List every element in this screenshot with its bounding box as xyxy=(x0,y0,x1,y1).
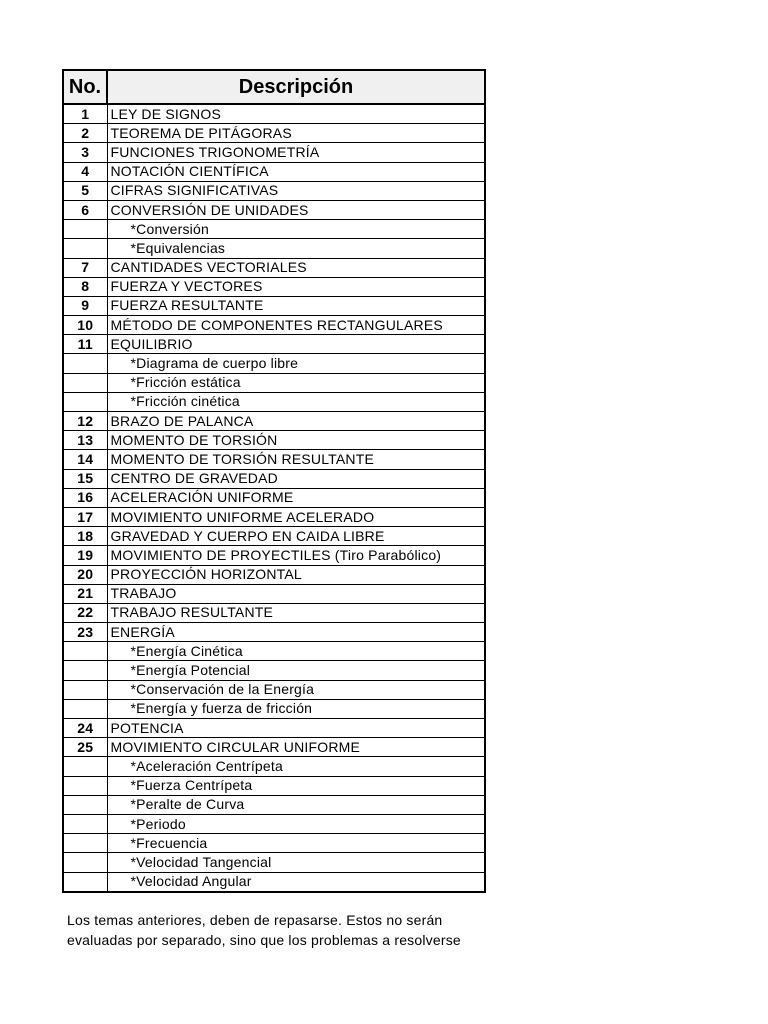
row-topic: MÉTODO DE COMPONENTES RECTANGULARES xyxy=(107,316,485,335)
row-number: 15 xyxy=(63,469,107,488)
table-row xyxy=(63,776,485,795)
row-number: 24 xyxy=(63,719,107,738)
row-number xyxy=(63,680,107,699)
table-row xyxy=(63,757,485,776)
row-number xyxy=(63,814,107,833)
row-number: 4 xyxy=(63,162,107,181)
row-subtopic: *Peralte de Curva xyxy=(107,795,485,814)
row-topic: CENTRO DE GRAVEDAD xyxy=(107,469,485,488)
table-row xyxy=(63,412,485,431)
table-row xyxy=(63,699,485,718)
header-no: No. xyxy=(63,70,107,104)
row-topic: EQUILIBRIO xyxy=(107,335,485,354)
table-row xyxy=(63,680,485,699)
table-row xyxy=(63,546,485,565)
row-topic: ACELERACIÓN UNIFORME xyxy=(107,488,485,507)
row-number: 5 xyxy=(63,181,107,200)
table-row xyxy=(63,661,485,680)
row-number: 23 xyxy=(63,623,107,642)
table-row xyxy=(63,373,485,392)
row-topic: TRABAJO xyxy=(107,584,485,603)
row-subtopic: *Equivalencias xyxy=(107,239,485,258)
row-topic: GRAVEDAD Y CUERPO EN CAIDA LIBRE xyxy=(107,527,485,546)
note-line-1: Los temas anteriores, deben de repasarse. Estos no serán xyxy=(67,912,443,928)
row-subtopic: *Conservación de la Energía xyxy=(107,680,485,699)
row-topic: MOVIMIENTO UNIFORME ACELERADO xyxy=(107,507,485,526)
row-number: 1 xyxy=(63,104,107,124)
row-number: 8 xyxy=(63,277,107,296)
table-row xyxy=(63,296,485,315)
row-topic: MOVIMIENTO CIRCULAR UNIFORME xyxy=(107,738,485,757)
row-number: 22 xyxy=(63,603,107,622)
table-row xyxy=(63,104,485,124)
row-subtopic: *Conversión xyxy=(107,220,485,239)
table-row xyxy=(63,162,485,181)
table-row xyxy=(63,872,485,892)
row-topic: TEOREMA DE PITÁGORAS xyxy=(107,124,485,143)
table-body xyxy=(63,104,485,892)
row-number xyxy=(63,872,107,892)
row-number xyxy=(63,392,107,411)
row-number: 17 xyxy=(63,507,107,526)
table-row xyxy=(63,239,485,258)
row-topic: ENERGÍA xyxy=(107,623,485,642)
row-number: 12 xyxy=(63,412,107,431)
row-number xyxy=(63,757,107,776)
table-row xyxy=(63,354,485,373)
table-row xyxy=(63,450,485,469)
row-topic: PROYECCIÓN HORIZONTAL xyxy=(107,565,485,584)
row-number: 25 xyxy=(63,738,107,757)
row-subtopic: *Velocidad Angular xyxy=(107,872,485,892)
row-number xyxy=(63,699,107,718)
row-number xyxy=(63,373,107,392)
row-subtopic: *Periodo xyxy=(107,814,485,833)
row-topic: CONVERSIÓN DE UNIDADES xyxy=(107,200,485,219)
row-number: 11 xyxy=(63,335,107,354)
row-topic: MOMENTO DE TORSIÓN xyxy=(107,431,485,450)
table-row xyxy=(63,277,485,296)
row-subtopic: *Frecuencia xyxy=(107,834,485,853)
row-topic: MOVIMIENTO DE PROYECTILES (Tiro Parabólico) xyxy=(107,546,485,565)
table-row xyxy=(63,392,485,411)
header-description: Descripción xyxy=(107,70,485,104)
row-subtopic: *Energía Cinética xyxy=(107,642,485,661)
table-row xyxy=(63,795,485,814)
table-row xyxy=(63,200,485,219)
table-row xyxy=(63,335,485,354)
row-number: 19 xyxy=(63,546,107,565)
table-row xyxy=(63,124,485,143)
row-number xyxy=(63,795,107,814)
row-topic: LEY DE SIGNOS xyxy=(107,104,485,124)
row-number: 7 xyxy=(63,258,107,277)
table-row xyxy=(63,488,485,507)
row-subtopic: *Energía Potencial xyxy=(107,661,485,680)
row-subtopic: *Energía y fuerza de fricción xyxy=(107,699,485,718)
topics-table-container xyxy=(62,69,484,893)
row-topic: POTENCIA xyxy=(107,719,485,738)
row-subtopic: *Fricción estática xyxy=(107,373,485,392)
table-row xyxy=(63,469,485,488)
row-number: 18 xyxy=(63,527,107,546)
row-number: 16 xyxy=(63,488,107,507)
table-header-row xyxy=(63,70,485,104)
row-topic: MOMENTO DE TORSIÓN RESULTANTE xyxy=(107,450,485,469)
row-number: 14 xyxy=(63,450,107,469)
table-row xyxy=(63,853,485,872)
row-topic: FUNCIONES TRIGONOMETRÍA xyxy=(107,143,485,162)
row-number: 9 xyxy=(63,296,107,315)
row-topic: NOTACIÓN CIENTÍFICA xyxy=(107,162,485,181)
row-topic: BRAZO DE PALANCA xyxy=(107,412,485,431)
row-topic: CIFRAS SIGNIFICATIVAS xyxy=(107,181,485,200)
row-number xyxy=(63,834,107,853)
table-row xyxy=(63,181,485,200)
row-topic: TRABAJO RESULTANTE xyxy=(107,603,485,622)
row-subtopic: *Velocidad Tangencial xyxy=(107,853,485,872)
table-row xyxy=(63,143,485,162)
footer-note xyxy=(67,910,527,950)
table-row xyxy=(63,431,485,450)
row-topic: CANTIDADES VECTORIALES xyxy=(107,258,485,277)
table-row xyxy=(63,834,485,853)
row-number xyxy=(63,239,107,258)
table-row xyxy=(63,642,485,661)
table-row xyxy=(63,603,485,622)
table-row xyxy=(63,623,485,642)
row-topic: FUERZA RESULTANTE xyxy=(107,296,485,315)
table-row xyxy=(63,814,485,833)
table-row xyxy=(63,565,485,584)
row-number xyxy=(63,642,107,661)
row-number: 3 xyxy=(63,143,107,162)
row-topic: FUERZA Y VECTORES xyxy=(107,277,485,296)
row-number xyxy=(63,661,107,680)
row-number: 13 xyxy=(63,431,107,450)
table-row xyxy=(63,220,485,239)
row-number xyxy=(63,776,107,795)
row-subtopic: *Fricción cinética xyxy=(107,392,485,411)
table-row xyxy=(63,316,485,335)
row-number: 20 xyxy=(63,565,107,584)
row-subtopic: *Aceleración Centrípeta xyxy=(107,757,485,776)
table-row xyxy=(63,507,485,526)
table-row xyxy=(63,719,485,738)
row-number: 2 xyxy=(63,124,107,143)
row-subtopic: *Diagrama de cuerpo libre xyxy=(107,354,485,373)
row-number xyxy=(63,220,107,239)
row-number: 6 xyxy=(63,200,107,219)
row-subtopic: *Fuerza Centrípeta xyxy=(107,776,485,795)
table-row xyxy=(63,258,485,277)
topics-table xyxy=(62,69,486,893)
table-row xyxy=(63,738,485,757)
row-number xyxy=(63,354,107,373)
row-number: 10 xyxy=(63,316,107,335)
table-row xyxy=(63,527,485,546)
row-number xyxy=(63,853,107,872)
table-row xyxy=(63,584,485,603)
note-line-2: evaluadas por separado, sino que los problemas a resolverse xyxy=(67,932,461,948)
row-number: 21 xyxy=(63,584,107,603)
